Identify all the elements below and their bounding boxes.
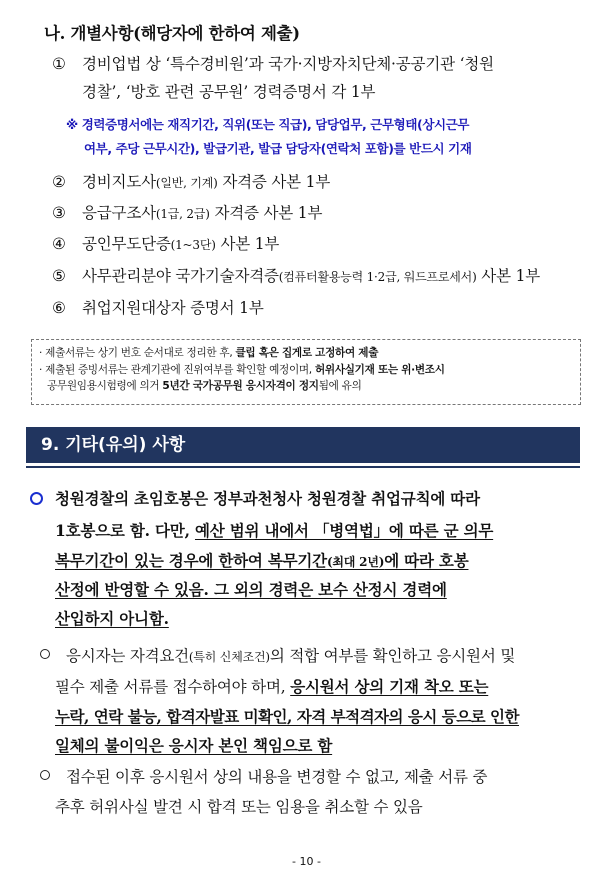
- paragraph-line: 응시자는 자격요건(특히 신체조건)의 적합 여부를 확인하고 응시원서 및: [66, 647, 516, 665]
- note-line: ※ 경력증명서에는 재직기간, 직위(또는 직급), 담당업무, 근무형태(상시근무: [66, 117, 470, 132]
- note-line: 여부, 주당 근무시간), 발급기관, 발급 담당자(연락처 포함)를 반드시 기재: [84, 141, 472, 156]
- section-title-underline: [26, 466, 580, 468]
- paragraph-line: 1호봉으로 함. 다만, 예산 범위 내에서 「병역법」에 따른 군 의무: [55, 521, 494, 540]
- list-item: ④ 공인무도단증(1~3단) 사본 1부: [52, 235, 280, 253]
- list-item: ⑤ 사무관리분야 국가기술자격증(컴퓨터활용능력 1·2급, 워드프로세서) 사본 1부: [52, 267, 540, 285]
- paragraph-line: 추후 허위사실 발견 시 합격 또는 임용을 취소할 수 있음: [55, 798, 423, 816]
- list-item: ② 경비지도사(일반, 기계) 자격증 사본 1부: [52, 173, 331, 191]
- circle-bullet-icon: [30, 492, 43, 505]
- page-number: - 10 -: [292, 855, 321, 868]
- paragraph-line: 복무기간이 있는 경우에 한하여 복무기간(최대 2년)에 따라 호봉: [55, 551, 469, 570]
- paragraph-line: 접수된 이후 응시원서 상의 내용을 변경할 수 없고, 제출 서류 중: [66, 768, 488, 786]
- section-heading: 나. 개별사항(해당자에 한하여 제출): [44, 24, 300, 43]
- circle-bullet-icon: [40, 649, 50, 659]
- paragraph-line: 산입하지 아니함.: [55, 609, 169, 628]
- list-item: ③ 응급구조사(1급, 2급) 자격증 사본 1부: [52, 204, 323, 222]
- paragraph-line: 산정에 반영할 수 있음. 그 외의 경력은 보수 산정시 경력에: [55, 580, 447, 599]
- list-item: ① 경비업법 상 ‘특수경비원’과 국가·지방자치단체·공공기관 ‘청원: [52, 55, 494, 73]
- paragraph-line: 일체의 불이익은 응시자 본인 책임으로 함: [55, 736, 333, 755]
- paragraph-line: 누락, 연락 불능, 합격자발표 미확인, 자격 부적격자의 응시 등으로 인한: [55, 707, 520, 726]
- box-line: · 제출된 증빙서류는 관계기관에 진위여부를 확인할 예정이며, 허위사실기재 또는 위·변조시: [39, 364, 445, 376]
- list-item: ⑥ 취업지원대상자 증명서 1부: [52, 299, 264, 317]
- paragraph-line: 청원경찰의 초임호봉은 정부과천청사 청원경찰 취업규칙에 따라: [55, 489, 480, 508]
- section-9-title: 9. 기타(유의) 사항: [26, 427, 580, 463]
- box-line: 공무원임용시험령에 의거 5년간 국가공무원 응시자격이 정지됨에 유의: [47, 380, 362, 392]
- list-item-continuation: 경찰’, ‘방호 관련 공무원’ 경력증명서 각 1부: [82, 83, 376, 101]
- circle-bullet-icon: [40, 770, 50, 780]
- paragraph-line: 필수 제출 서류를 접수하여야 하며, 응시원서 상의 기재 착오 또는: [55, 677, 489, 696]
- box-line: · 제출서류는 상기 번호 순서대로 정리한 후, 클립 혹은 집게로 고정하여 제출: [39, 347, 379, 359]
